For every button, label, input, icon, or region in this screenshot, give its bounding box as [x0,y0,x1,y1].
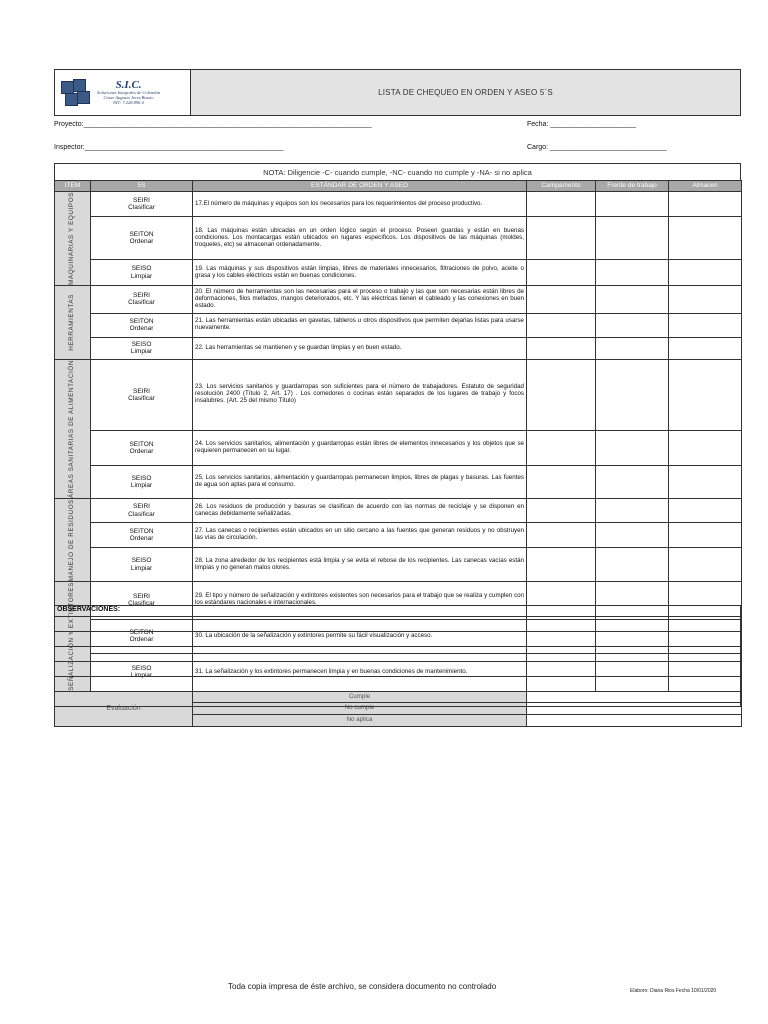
standard-text: 27. Las canecas o recipientes están ubicados en un sitio cercano a las fuentes que generan residuos y no obstruyen las vías de circulación. [193,523,527,548]
footer-note: Toda copia impresa de éste archivo, se considera documento no controlado [228,982,497,991]
s-spanish-label: Clasificar [128,299,155,307]
evaluation-option: No aplica [193,715,527,727]
frente-cell[interactable] [596,313,669,337]
standard-text: 21. Las herramientas están ubicadas en gavetas, tableros u otros dispositivos que permiten dejarlas listas para usarse nuevamente. [193,313,527,337]
s-category-cell [91,359,193,430]
campamento-cell[interactable] [527,466,596,498]
s-japanese-label: SEITON [129,629,154,637]
s-japanese-label: SEITON [129,440,154,448]
s-spanish-label: Clasificar [128,600,155,608]
evaluation-label: Evaluación [55,691,193,726]
campamento-cell[interactable] [527,260,596,285]
col-header-campamento: Campamento [527,181,596,192]
campamento-cell[interactable] [527,337,596,359]
frente-cell[interactable] [596,523,669,548]
item-group-cell [55,359,91,498]
elaboro-note: Elaboro: Diana Rios Fecha 10/01/2020 [630,988,717,994]
frente-cell[interactable] [596,498,669,523]
s-japanese-label: SEIRI [133,196,150,204]
checklist-row [55,313,742,337]
s-japanese-label: SEIRI [133,292,150,300]
item-group-label: SEÑALIZACIÓN Y EXTINTORES [68,581,76,691]
almacen-cell[interactable] [669,285,742,313]
s-spanish-label: Ordenar [129,448,154,456]
item-group-label: MANEJO DE RESIDUOS [68,498,76,581]
checklist-row [55,217,742,260]
s-japanese-label: SEISO [131,474,152,482]
almacen-cell[interactable] [669,192,742,217]
item-group-cell [55,498,91,581]
proyecto-field[interactable]: Proyecto:__________________________________________________________________________ [54,121,372,128]
frente-cell[interactable] [596,192,669,217]
almacen-cell[interactable] [669,466,742,498]
evaluation-option: No cumple [193,703,527,715]
logo-line: NIT: 7.228.896-2 [112,99,145,105]
col-header-standard: ESTÁNDAR DE ORDEN Y ASEO [193,181,527,192]
s-category-cell [91,498,193,523]
observaciones-line[interactable] [55,692,741,707]
s-spanish-label: Ordenar [129,535,154,543]
checklist-row [55,337,742,359]
almacen-cell[interactable] [669,430,742,466]
fecha-field[interactable]: Fecha: ______________________ [527,121,636,128]
s-japanese-label: SEIRI [133,503,150,511]
campamento-cell[interactable] [527,430,596,466]
almacen-cell[interactable] [669,217,742,260]
checklist-row [55,523,742,548]
item-group-label: ÁREAS SANITARIAS DE ALIMENTACIÓN [68,359,76,498]
logo-squares-icon [61,79,91,107]
observaciones-line[interactable] [55,617,741,632]
s-category-cell [91,548,193,582]
s-spanish-label: Limpiar [130,482,153,490]
item-group-label: HERRAMIENTAS [68,293,76,351]
evaluation-value-cell[interactable] [527,715,742,727]
company-logo [55,70,191,115]
s-category-cell [91,466,193,498]
item-group-cell [55,192,91,286]
s-spanish-label: Limpiar [130,564,153,572]
standard-text: 31. La señalización y los extintores permanecen limpia y en buenas condiciones de mantenimiento. [193,654,527,692]
checklist-row [55,498,742,523]
frente-cell[interactable] [596,548,669,582]
s-category-cell [91,285,193,313]
standard-text: 22. Las herramientas se mantienen y se guardan limpias y en buen estado. [193,337,527,359]
campamento-cell[interactable] [527,285,596,313]
standard-text: 19. Las máquinas y sus dispositivos están limpias, libres de materiales innecesarios, filtraciones de polvo, aceite o grasa y los cables eléctricos están en buenas condiciones. [193,260,527,285]
campamento-cell[interactable] [527,359,596,430]
item-group-cell [55,285,91,359]
s-spanish-label: Clasificar [128,394,155,402]
col-header-5s: 5S [91,181,193,192]
frente-cell[interactable] [596,217,669,260]
s-japanese-label: SEIRI [133,593,150,601]
almacen-cell[interactable] [669,260,742,285]
observaciones-line[interactable] [55,677,741,692]
standard-text: 18. Las máquinas están ubicadas en un orden lógico según el proceso. Poseen guardas y están en buenas condiciones. Los montacargas están ubicados en lugares específicos. Los dispositivos de las máquinas (moldes, troqueles, etc) se almacenan ordenadamente. [193,217,527,260]
almacen-cell[interactable] [669,337,742,359]
s-spanish-label: Limpiar [130,272,153,280]
campamento-cell[interactable] [527,498,596,523]
col-header-frente: Frente de trabajo [596,181,669,192]
s-spanish-label: Clasificar [128,204,155,212]
frente-cell[interactable] [596,337,669,359]
s-spanish-label: Limpiar [130,672,153,680]
s-spanish-label: Ordenar [129,238,154,246]
checklist-row [55,192,742,217]
cargo-field[interactable]: Cargo: ______________________________ [527,144,667,151]
document-title: LISTA DE CHEQUEO EN ORDEN Y ASEO 5´S [191,70,740,115]
inspector-field[interactable]: Inspector:___________________________________________________ [54,144,284,151]
logo-line: Cesar Augusto Jerez Bossio [103,94,154,100]
s-spanish-label: Limpiar [130,348,153,356]
s-spanish-label: Clasificar [128,510,155,518]
checklist-row [55,430,742,466]
frente-cell[interactable] [596,430,669,466]
campamento-cell[interactable] [527,523,596,548]
checklist-row [55,466,742,498]
observaciones-line[interactable] [55,647,741,662]
frente-cell[interactable] [596,466,669,498]
s-category-cell [91,337,193,359]
s-category-cell [91,260,193,285]
col-header-almacen: Almacen [669,181,742,192]
almacen-cell[interactable] [669,498,742,523]
s-japanese-label: SEIRI [133,387,150,395]
logo-line: Soluciones Integrales de Colombia [97,90,161,96]
observaciones-line[interactable] [55,662,741,680]
s-category-cell [91,523,193,548]
observaciones-heading: OBSERVACIONES: [55,606,741,617]
table-header-row [55,181,742,192]
checklist-row [55,260,742,285]
evaluation-option: Cumple [193,691,527,703]
campamento-cell[interactable] [527,548,596,582]
campamento-cell[interactable] [527,217,596,260]
almacen-cell[interactable] [669,548,742,582]
s-japanese-label: SEISO [131,665,152,673]
frente-cell[interactable] [596,260,669,285]
s-spanish-label: Ordenar [129,325,154,333]
s-spanish-label: Ordenar [129,636,154,644]
s-category-cell [91,313,193,337]
standard-text: 20. El número de herramientas son las necesarias para el proceso o trabajo y las que son necesarias están libres de deformaciones, filos mellados, mangos deteriorados, etc. Y las eléctricas tienen el cableado y las conexiones en buen estado. [193,285,527,313]
frente-cell[interactable] [596,285,669,313]
standard-text: 24. Los servicios sanitarios, alimentación y guardarropas están libres de elementos innecesarios y los objetos que se requieren permanecen en su lugar. [193,430,527,466]
campamento-cell[interactable] [527,192,596,217]
s-japanese-label: SEISO [131,265,152,273]
standard-text: 25. Los servicios sanitarios, alimentación y guardarropas permanecen limpios, libres de plagas y basuras. Las fuentes de agua son aptas para el consumo. [193,466,527,498]
checklist-row [55,548,742,582]
frente-cell[interactable] [596,359,669,430]
document-header [54,69,741,116]
s-category-cell [91,430,193,466]
s-category-cell [91,217,193,260]
logo-title: S.I.C. [115,78,142,91]
s-category-cell [91,192,193,217]
almacen-cell[interactable] [669,313,742,337]
s-japanese-label: SEISO [131,341,152,349]
standard-text: 30. La ubicación de la señalización y extintores permite su fácil visualización y acceso. [193,619,527,653]
checklist-row [55,285,742,313]
standard-text: 28. La zona alrededor de los recipientes está limpia y se evita el rebose de los recipientes. Las canecas vacías están limpias y no generan malos olores. [193,548,527,582]
s-japanese-label: SEITON [129,527,154,535]
checklist-row [55,359,742,430]
almacen-cell[interactable] [669,359,742,430]
campamento-cell[interactable] [527,313,596,337]
item-group-label: MAQUINARIAS Y EQUIPOS [68,192,76,285]
s-japanese-label: SEISO [131,557,152,565]
standard-text: 17.El número de máquinas y equipos son los necesarios para los requerimientos del proceso productivo. [193,192,527,217]
col-header-item: ITEM [55,181,91,192]
observaciones-line[interactable] [55,632,741,647]
almacen-cell[interactable] [669,523,742,548]
nota-instructions: NOTA: Diligencie -C- cuando cumple, -NC- cuando no cumple y -NA- si no aplica [54,163,741,180]
standard-text: 29. El tipo y número de señalización y extintores existentes son necesarios para el trabajo que se realiza y cumplen con los estándares nacionales e internacionales. [193,581,527,619]
s-japanese-label: SEITON [129,231,154,239]
s-japanese-label: SEITON [129,318,154,326]
observaciones-table [54,605,741,707]
standard-text: 26. Los residuos de producción y basuras se clasifican de acuerdo con las normas de reciclaje y se disponen en canecas debidamente señalizadas. [193,498,527,523]
standard-text: 23. Los servicios sanitarios y guardarropas son suficientes para el número de trabajadores. Estatuto de seguridad resolución 2400 (Título 2, Art. 17) . Los comedores o cocinas están separados de los lugares de trabajo y focos insalubres. (Art. 25 del mismo Título) [193,359,527,430]
